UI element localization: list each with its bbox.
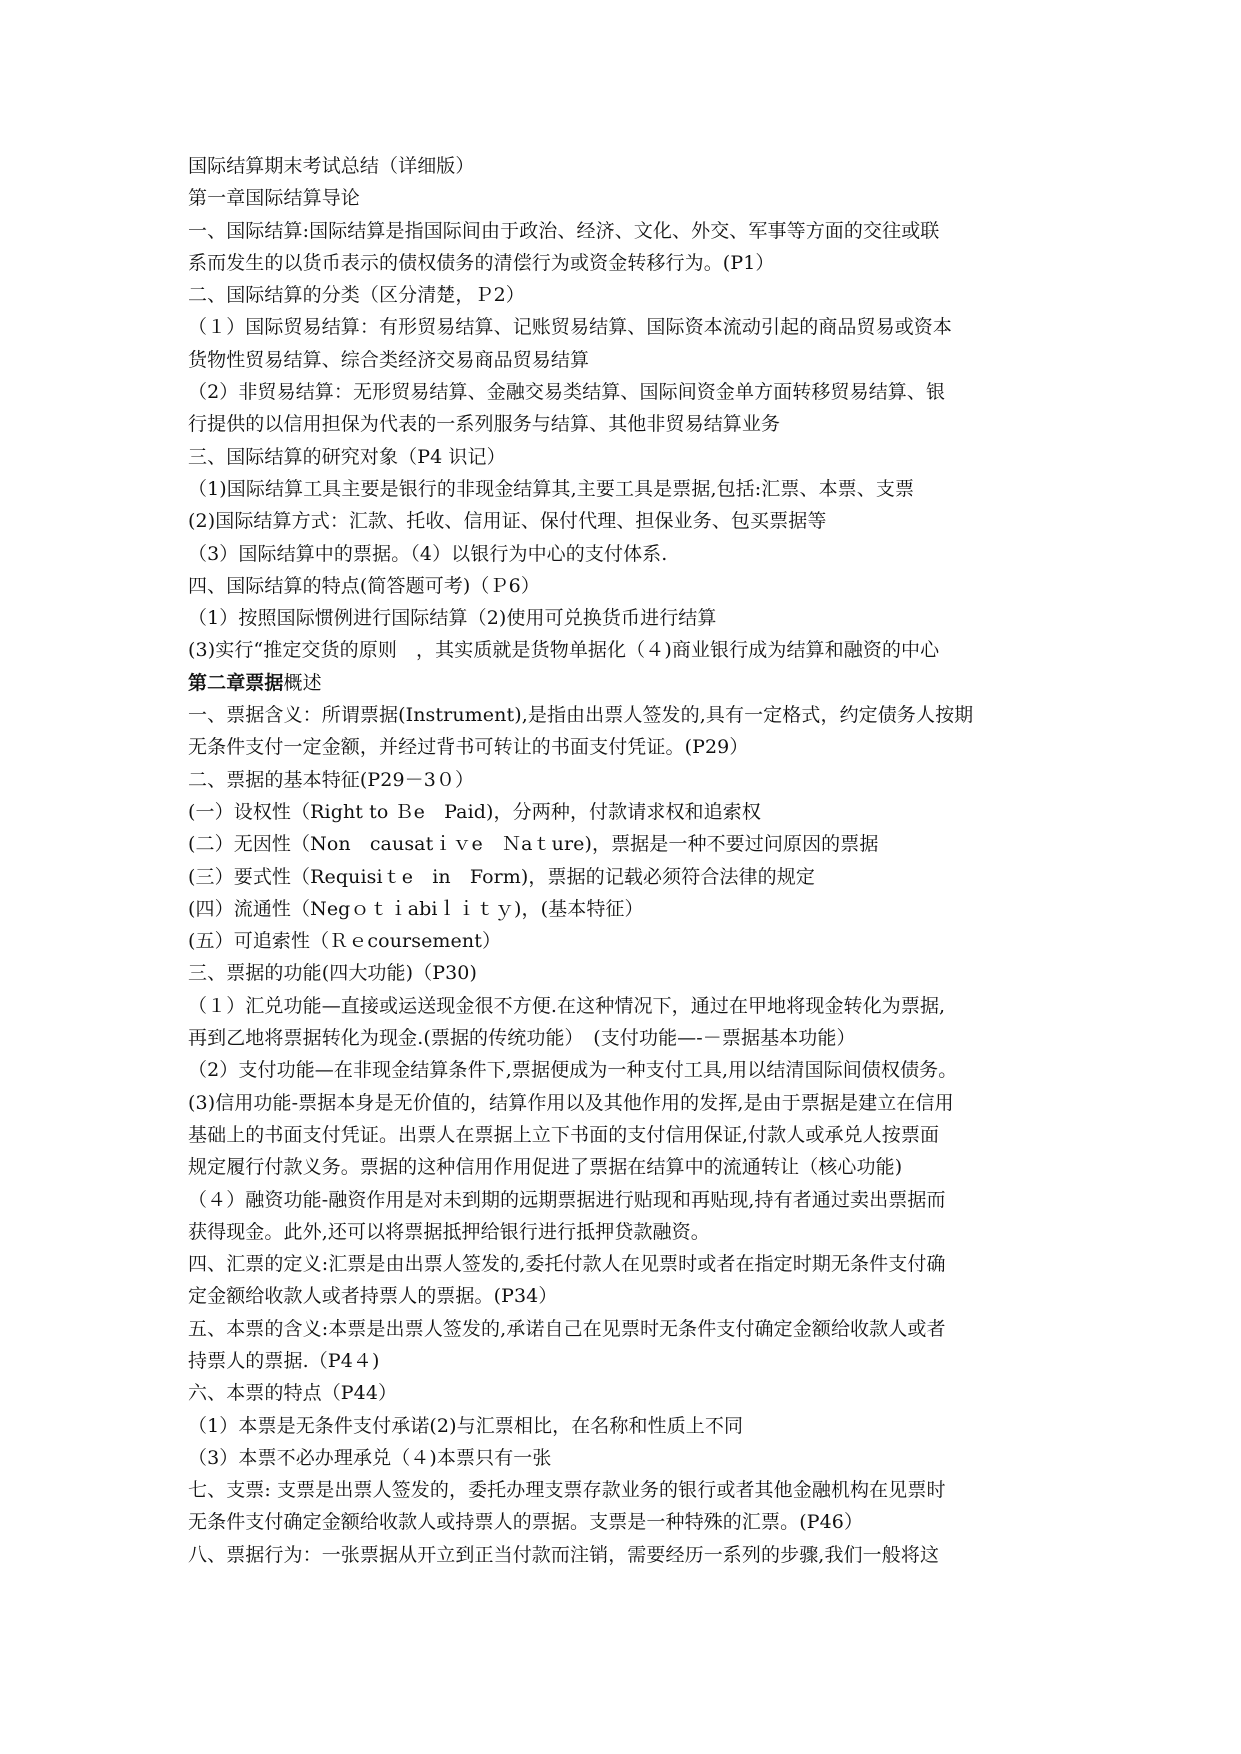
text-line — [188, 1313, 1058, 1345]
line-text: 无条件支付一定金额，并经过背书可转让的书面支付凭证。(P29） — [188, 736, 749, 759]
text-line — [188, 376, 1058, 408]
text-line — [188, 1506, 1058, 1538]
line-text: 三、国际结算的研究对象（P4 识记） — [188, 445, 506, 468]
text-line — [188, 893, 1058, 925]
text-line — [188, 408, 1058, 440]
text-line — [188, 1280, 1058, 1312]
chapter-heading-bold: 第二章票据 — [188, 671, 284, 694]
line-text: (二）无因性（Non causatｉｖe Ｎaｔure)，票据是一种不要过问原因的票据 — [188, 833, 879, 856]
line-text: 六、本票的特点（P44） — [188, 1382, 398, 1405]
line-text: (五）可追索性（Ｒｅcoursement） — [188, 930, 502, 953]
text-line — [188, 925, 1058, 957]
text-line — [188, 1119, 1058, 1151]
line-text: 一、票据含义：所谓票据(Instrument),是指由出票人签发的,具有一定格式，约定债务人按期 — [188, 704, 974, 727]
line-text: 系而发生的以货币表示的债权债务的清偿行为或资金转移行为。(P1） — [188, 251, 775, 274]
line-text: (3)实行“推定交货的原则 ，其实质就是货物单据化（４)商业银行成为结算和融资的中心 — [188, 639, 940, 662]
text-line — [188, 538, 1058, 570]
text-line — [188, 344, 1058, 376]
text-line — [188, 1184, 1058, 1216]
text-line — [188, 1345, 1058, 1377]
line-text: 概述 — [283, 671, 322, 694]
text-line — [188, 1377, 1058, 1409]
text-line — [188, 828, 1058, 860]
line-text: 一、国际结算:国际结算是指国际间由于政治、经济、文化、外交、军事等方面的交往或联 — [188, 219, 940, 242]
line-text: (四）流通性（Negｏｔｉabiｌｉｔｙ)，(基本特征） — [188, 897, 644, 920]
text-line — [188, 182, 1058, 214]
text-line — [188, 150, 1058, 182]
line-text: 再到乙地将票据转化为现金.(票据的传统功能） (支付功能—-－票据基本功能） — [188, 1027, 856, 1050]
text-line — [188, 473, 1058, 505]
text-line — [188, 731, 1058, 763]
text-line — [188, 699, 1058, 731]
line-text: （４）融资功能-融资作用是对未到期的远期票据进行贴现和再贴现,持有者通过卖出票据而 — [188, 1188, 946, 1211]
line-text: 五、本票的含义:本票是出票人签发的,承诺自己在见票时无条件支付确定金额给收款人或者 — [188, 1317, 946, 1340]
line-text: (三）要式性（Requisiｔe in Form)，票据的记载必须符合法律的规定 — [188, 865, 815, 888]
text-line — [188, 796, 1058, 828]
line-text: 货物性贸易结算、综合类经济交易商品贸易结算 — [188, 348, 590, 371]
line-text: （1）本票是无条件支付承诺(2)与汇票相比，在名称和性质上不同 — [188, 1414, 744, 1437]
line-text: （2）非贸易结算：无形贸易结算、金融交易类结算、国际间资金单方面转移贸易结算、银 — [188, 381, 946, 404]
text-line — [188, 861, 1058, 893]
text-line — [188, 957, 1058, 989]
document-body — [188, 150, 1058, 1571]
line-text: 二、国际结算的分类（区分清楚，Ｐ2） — [188, 284, 525, 307]
line-text: （１）国际贸易结算：有形贸易结算、记账贸易结算、国际资本流动引起的商品贸易或资本 — [188, 316, 953, 339]
line-text: （１）汇兑功能—直接或运送现金很不方便.在这种情况下，通过在甲地将现金转化为票据, — [188, 994, 946, 1017]
line-text: 基础上的书面支付凭证。出票人在票据上立下书面的支付信用保证,付款人或承兑人按票面 — [188, 1123, 940, 1146]
line-text: 行提供的以信用担保为代表的一系列服务与结算、其他非贸易结算业务 — [188, 413, 781, 436]
line-text: 四、国际结算的特点(简答题可考)（Ｐ6） — [188, 574, 540, 597]
text-line — [188, 1474, 1058, 1506]
line-text: 三、票据的功能(四大功能)（P30) — [188, 962, 477, 985]
line-text: (一）设权性（Right to Ｂe Paid)，分两种，付款请求权和追索权 — [188, 800, 761, 823]
line-text: (3)信用功能-票据本身是无价值的，结算作用以及其他作用的发挥,是由于票据是建立在信用 — [188, 1091, 954, 1114]
text-line — [188, 1216, 1058, 1248]
text-line — [188, 570, 1058, 602]
line-text: 第一章国际结算导论 — [188, 187, 360, 210]
line-text: (2)国际结算方式：汇款、托收、信用证、保付代理、担保业务、包买票据等 — [188, 510, 827, 533]
text-line — [188, 1442, 1058, 1474]
text-line — [188, 279, 1058, 311]
line-text: 持票人的票据.（P4４) — [188, 1349, 380, 1372]
line-text: 国际结算期末考试总结（详细版） — [188, 155, 475, 177]
line-text: 定金额给收款人或者持票人的票据。(P34） — [188, 1285, 558, 1308]
line-text: 四、汇票的定义:汇票是由出票人签发的,委托付款人在见票时或者在指定时期无条件支付确 — [188, 1253, 946, 1276]
line-text: 获得现金。此外,还可以将票据抵押给银行进行抵押贷款融资。 — [188, 1220, 710, 1243]
line-text: （3）本票不必办理承兑（４)本票只有一张 — [188, 1446, 552, 1469]
text-line — [188, 764, 1058, 796]
text-line — [188, 505, 1058, 537]
line-text: （3）国际结算中的票据。（4）以银行为中心的支付体系. — [188, 542, 668, 565]
text-line — [188, 215, 1058, 247]
text-line — [188, 1539, 1058, 1571]
line-text: （2）支付功能—在非现金结算条件下,票据便成为一种支付工具,用以结清国际间债权债务。 — [188, 1059, 958, 1082]
text-line — [188, 311, 1058, 343]
line-text: 七、支票: 支票是出票人签发的，委托办理支票存款业务的银行或者其他金融机构在见票时 — [188, 1479, 946, 1502]
line-text: 八、票据行为：一张票据从开立到正当付款而注销，需要经历一系列的步骤,我们一般将这 — [188, 1543, 940, 1566]
text-line — [188, 1248, 1058, 1280]
text-line — [188, 1087, 1058, 1119]
text-line — [188, 1151, 1058, 1183]
text-line — [188, 602, 1058, 634]
line-text: 无条件支付确定金额给收款人或持票人的票据。支票是一种特殊的汇票。(P46） — [188, 1511, 864, 1534]
line-text: （1)国际结算工具主要是银行的非现金结算其,主要工具是票据,包括:汇票、本票、支票 — [188, 477, 915, 500]
text-line — [188, 1054, 1058, 1086]
line-text: （1）按照国际惯例进行国际结算（2)使用可兑换货币进行结算 — [188, 607, 717, 630]
text-line — [188, 634, 1058, 666]
text-line — [188, 990, 1058, 1022]
line-text: 二、票据的基本特征(P29－3０） — [188, 768, 475, 791]
text-line — [188, 1022, 1058, 1054]
line-text: 规定履行付款义务。票据的这种信用作用促进了票据在结算中的流通转让（核心功能) — [188, 1156, 903, 1179]
text-line — [188, 1410, 1058, 1442]
text-line — [188, 667, 1058, 699]
text-line — [188, 247, 1058, 279]
text-line — [188, 441, 1058, 473]
